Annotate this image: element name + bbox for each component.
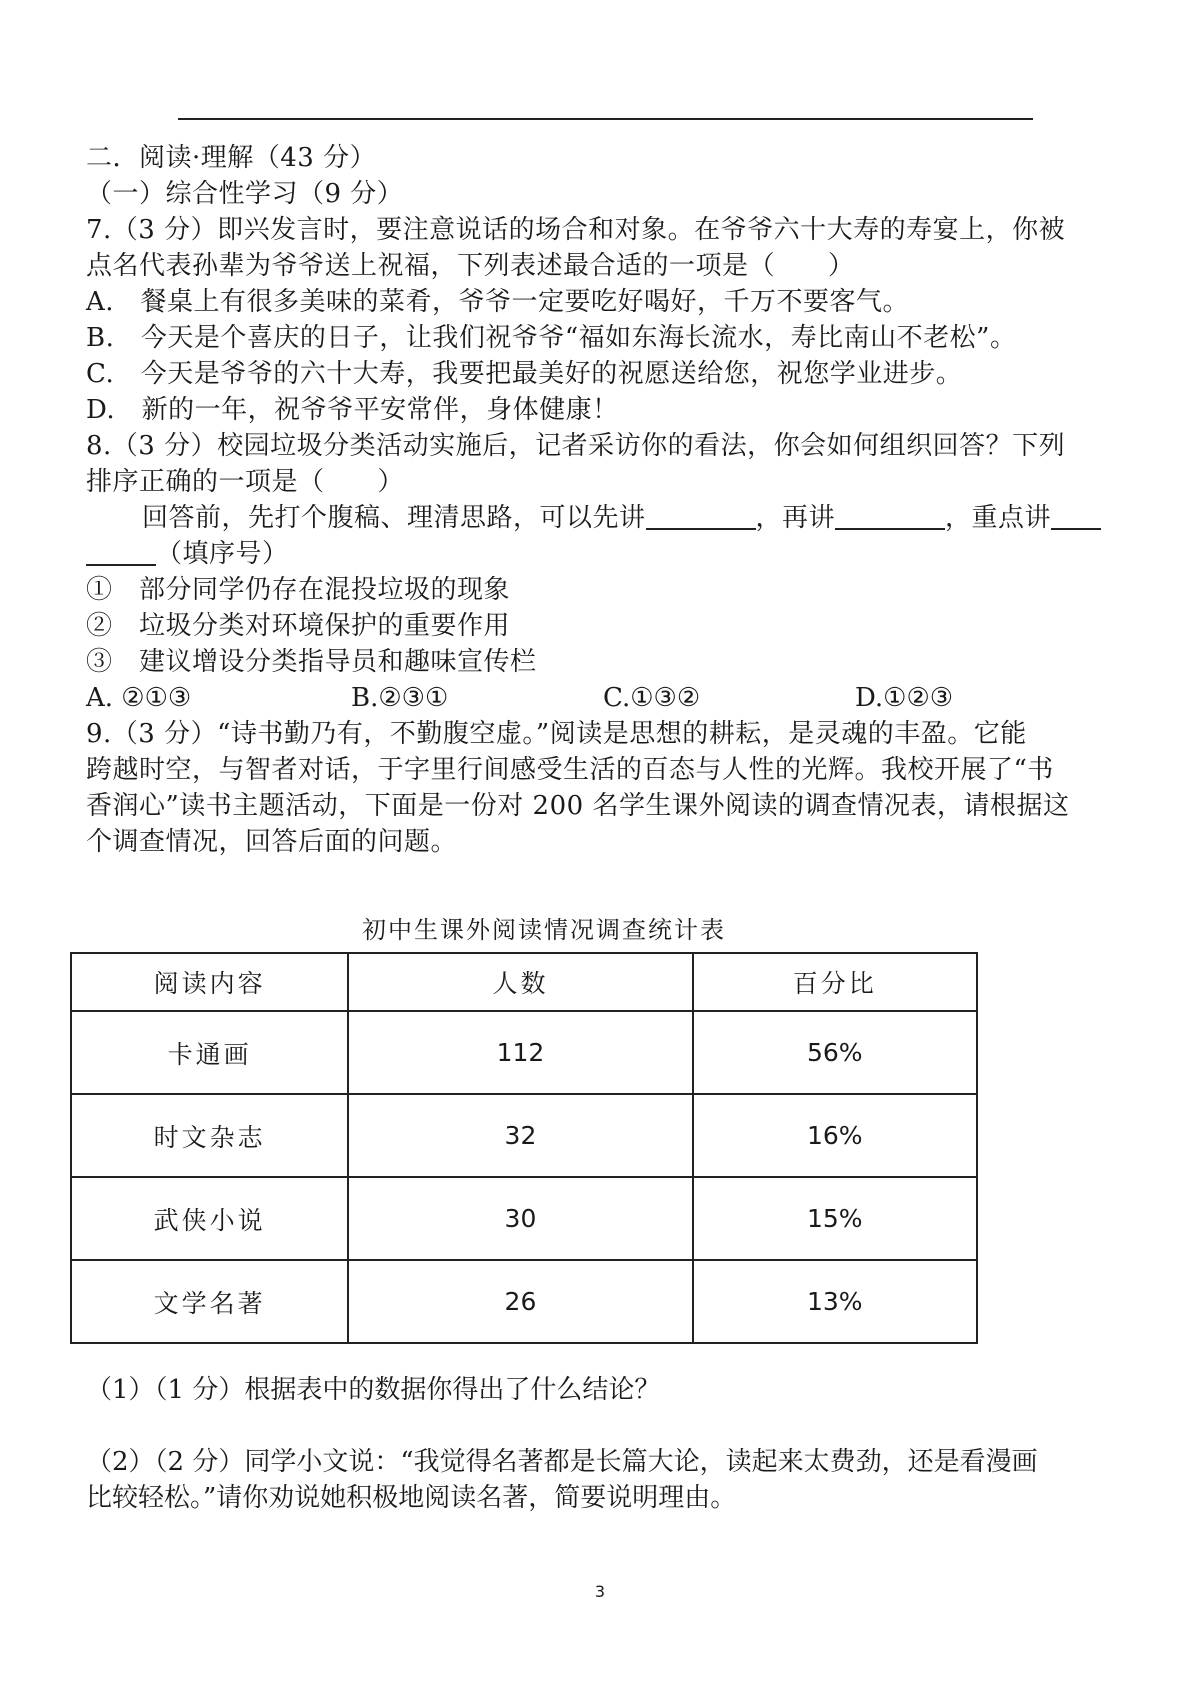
table-row [71, 1094, 977, 1177]
row-count: 32 [348, 1094, 692, 1177]
row-percent: 13% [693, 1260, 977, 1343]
q8-item-1: ① 部分同学仍存在混投垃圾的现象 [86, 575, 511, 605]
exam-content [86, 140, 1126, 860]
q7-option-c: C. 今天是爷爷的六十大寿，我要把最美好的祝愿送给您，祝您学业进步。 [86, 359, 963, 389]
page-number: 3 [594, 1582, 606, 1601]
q9-line-1: 9.（3 分）“诗书勤乃有，不勤腹空虚。”阅读是思想的耕耘，是灵魂的丰盈。它能 [86, 719, 1027, 749]
q8-stem-line1: 8.（3 分）校园垃圾分类活动实施后，记者采访你的看法，你会如何组织回答？下列 [86, 431, 1066, 461]
q8-fill-text-4: （填序号） [156, 539, 289, 569]
section-title: 二．阅读·理解（43 分） [86, 143, 377, 173]
row-percent: 56% [693, 1011, 977, 1094]
sub-question-2-line2: 比较轻松。”请你劝说她积极地阅读名著，简要说明理由。 [86, 1483, 737, 1513]
q8-blank-3b [86, 538, 156, 566]
q8-blank-2 [835, 502, 945, 530]
table-header-row [71, 953, 977, 1011]
sub-question-2 [86, 1444, 1126, 1516]
header-percent: 百分比 [693, 953, 977, 1011]
q8-fill-text-2: ，再讲 [755, 503, 836, 533]
q8-option-b: B.②③① [351, 683, 449, 713]
row-count: 30 [348, 1177, 692, 1260]
table-row [71, 1260, 977, 1343]
row-percent: 16% [693, 1094, 977, 1177]
row-count: 26 [348, 1260, 692, 1343]
header-content: 阅读内容 [71, 953, 348, 1011]
row-content: 文学名著 [71, 1260, 348, 1343]
q7-stem-line1: 7.（3 分）即兴发言时，要注意说话的场合和对象。在爷爷六十大寿的寿宴上，你被 [86, 215, 1066, 245]
q9-line-2: 跨越时空，与智者对话，于字里行间感受生活的百态与人性的光辉。我校开展了“书 [86, 755, 1054, 785]
row-percent: 15% [693, 1177, 977, 1260]
row-content: 武侠小说 [71, 1177, 348, 1260]
survey-table-block [70, 912, 978, 1344]
subsection-title: （一）综合性学习（9 分） [86, 179, 404, 209]
table-row [71, 1011, 977, 1094]
row-content: 卡通画 [71, 1011, 348, 1094]
q7-stem-line2: 点名代表孙辈为爷爷送上祝福，下列表述最合适的一项是（ ） [86, 251, 855, 281]
q8-fill-text-3: ，重点讲 [945, 503, 1052, 533]
top-rule [178, 118, 1033, 120]
row-content: 时文杂志 [71, 1094, 348, 1177]
q8-fill-text-1: 回答前，先打个腹稿、理清思路，可以先讲 [142, 503, 646, 533]
q7-option-b: B. 今天是个喜庆的日子，让我们祝爷爷“福如东海长流水，寿比南山不老松”。 [86, 323, 1017, 353]
q8-option-a: A. ②①③ [86, 683, 192, 713]
q8-item-2: ② 垃圾分类对环境保护的重要作用 [86, 611, 511, 641]
q8-blank-3a [1051, 502, 1101, 530]
q8-blank-1 [646, 502, 756, 530]
q8-item-3: ③ 建议增设分类指导员和趣味宣传栏 [86, 647, 537, 677]
q8-stem-line2: 排序正确的一项是（ ） [86, 467, 405, 497]
q8-fill-line-2 [86, 536, 1126, 572]
table-row [71, 1177, 977, 1260]
sub-question-1: （1）（1 分）根据表中的数据你得出了什么结论？ [86, 1375, 661, 1405]
survey-table [70, 952, 978, 1344]
table-caption: 初中生课外阅读情况调查统计表 [362, 916, 726, 944]
header-count: 人数 [348, 953, 692, 1011]
q8-options [86, 680, 1126, 716]
q8-fill-line [86, 500, 1126, 536]
row-count: 112 [348, 1011, 692, 1094]
q8-option-d: D.①②③ [855, 683, 954, 713]
q9-line-3: 香润心”读书主题活动，下面是一份对 200 名学生课外阅读的调查情况表，请根据这 [86, 791, 1070, 821]
q7-option-d: D. 新的一年，祝爷爷平安常伴，身体健康！ [86, 395, 619, 425]
q9-line-4: 个调查情况，回答后面的问题。 [86, 827, 458, 857]
q8-option-c: C.①③② [603, 683, 701, 713]
q7-option-a: A. 餐桌上有很多美味的菜肴，爷爷一定要吃好喝好，千万不要客气。 [86, 287, 910, 317]
sub-question-2-line1: （2）（2 分）同学小文说：“我觉得名著都是长篇大论，读起来太费劲，还是看漫画 [86, 1447, 1038, 1477]
